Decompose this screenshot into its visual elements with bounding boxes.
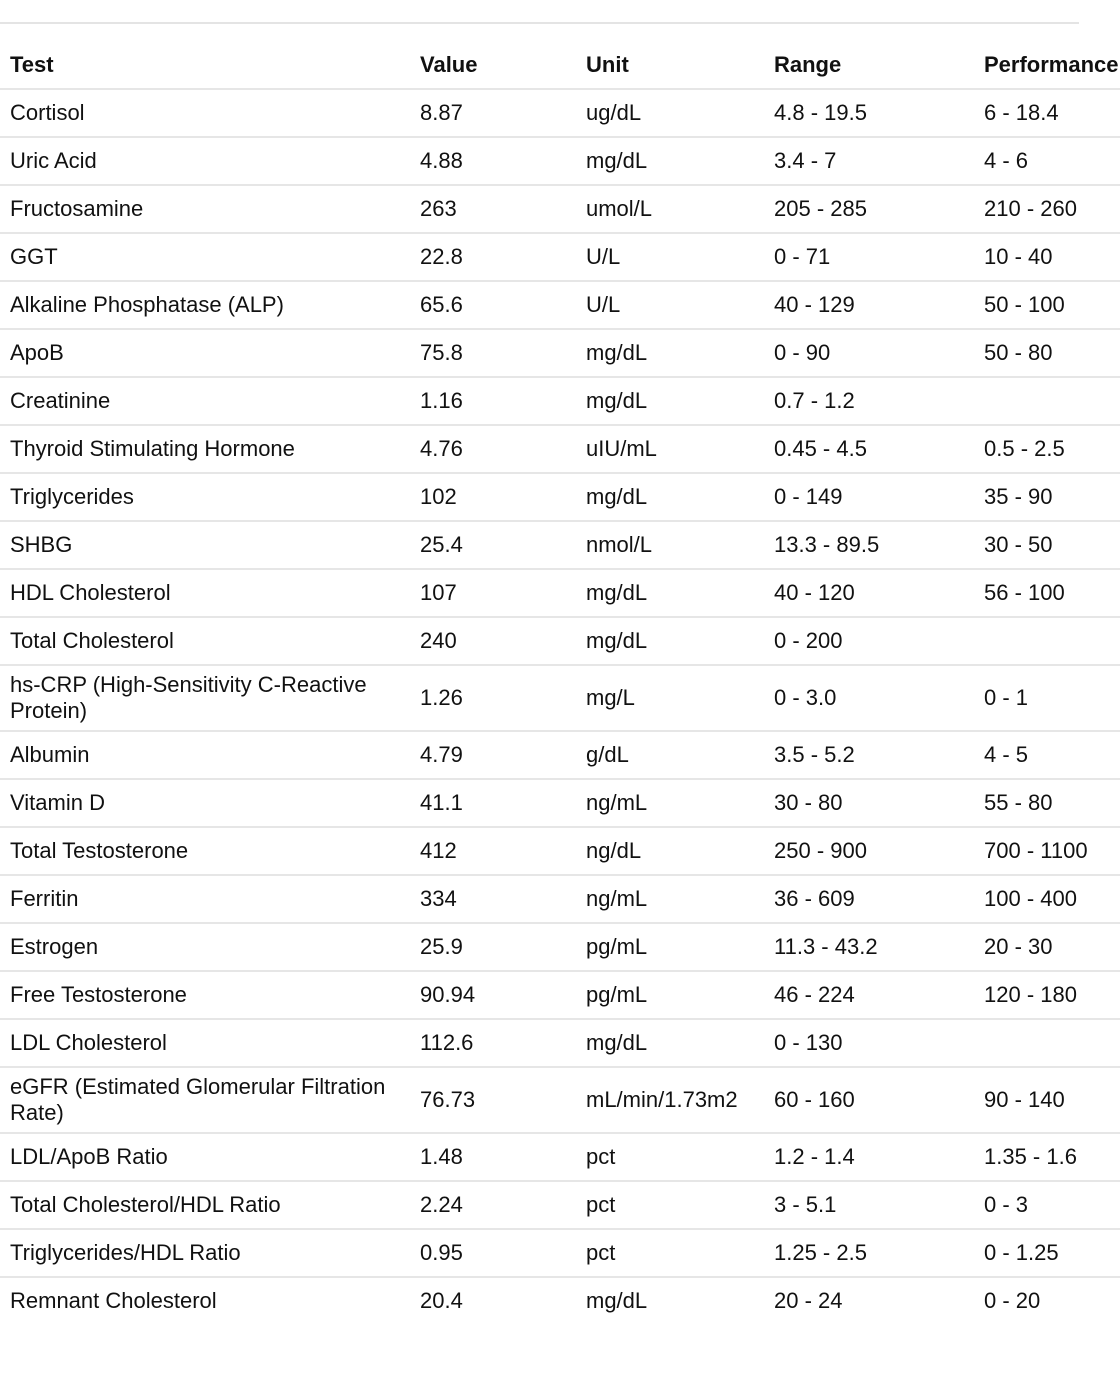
test-name-cell: Total Cholesterol/HDL Ratio <box>0 1181 410 1229</box>
table-row <box>0 425 1120 473</box>
performance-range-cell: 6 - 18.4 <box>974 89 1120 137</box>
value-cell: 334 <box>410 875 576 923</box>
performance-range-cell: 90 - 140 <box>974 1067 1120 1133</box>
test-name-cell: Estrogen <box>0 923 410 971</box>
unit-cell: pg/mL <box>576 971 764 1019</box>
top-divider <box>0 22 1079 24</box>
column-header-performance: Performance <box>974 42 1120 89</box>
range-cell: 250 - 900 <box>764 827 974 875</box>
table-row <box>0 281 1120 329</box>
test-name-cell: GGT <box>0 233 410 281</box>
performance-range-cell: 50 - 80 <box>974 329 1120 377</box>
unit-cell: mg/dL <box>586 1288 648 1313</box>
range-cell: 11.3 - 43.2 <box>764 923 974 971</box>
test-name-cell: Free Testosterone <box>0 971 410 1019</box>
value-cell: 2.24 <box>410 1181 576 1229</box>
range-cell: 36 - 609 <box>764 875 974 923</box>
unit-cell: pct <box>576 1229 764 1277</box>
performance-range-cell: 55 - 80 <box>974 779 1120 827</box>
unit-cell: pct <box>576 1133 764 1181</box>
test-name-cell: SHBG <box>0 521 410 569</box>
value-cell: 75.8 <box>410 329 576 377</box>
value-cell: 4.76 <box>410 425 576 473</box>
range-cell: 3.4 - 7 <box>764 137 974 185</box>
performance-range-cell: 0 - 20 <box>984 1288 1041 1313</box>
table-row <box>0 329 1120 377</box>
value-cell: 20.4 <box>420 1288 463 1313</box>
table-row <box>0 1067 1120 1133</box>
performance-range-cell: 100 - 400 <box>974 875 1120 923</box>
table-row <box>0 779 1120 827</box>
value-cell: 22.8 <box>410 233 576 281</box>
table-row <box>0 473 1120 521</box>
value-cell: 65.6 <box>410 281 576 329</box>
performance-range-cell: 56 - 100 <box>974 569 1120 617</box>
value-cell: 1.48 <box>410 1133 576 1181</box>
unit-cell: umol/L <box>576 185 764 233</box>
table-row <box>0 827 1120 875</box>
test-name-cell: Cortisol <box>0 89 410 137</box>
value-cell: 25.4 <box>410 521 576 569</box>
table-row <box>0 923 1120 971</box>
value-cell: 1.26 <box>410 665 576 731</box>
value-cell: 8.87 <box>410 89 576 137</box>
unit-cell: mg/dL <box>576 1019 764 1067</box>
table-row <box>0 89 1120 137</box>
range-cell: 1.25 - 2.5 <box>764 1229 974 1277</box>
value-cell: 240 <box>410 617 576 665</box>
unit-cell: mg/dL <box>576 569 764 617</box>
unit-cell: U/L <box>576 281 764 329</box>
test-name-cell: eGFR (Estimated Glomerular Filtration Rate) <box>0 1067 410 1133</box>
performance-range-cell <box>974 617 1120 665</box>
table-body <box>0 89 1120 1324</box>
unit-cell: mg/L <box>576 665 764 731</box>
range-cell: 205 - 285 <box>764 185 974 233</box>
test-name-cell: Total Testosterone <box>0 827 410 875</box>
value-cell: 1.16 <box>410 377 576 425</box>
test-name-cell: Albumin <box>0 731 410 779</box>
table-row <box>0 1019 1120 1067</box>
table-row <box>0 1277 1120 1324</box>
value-cell: 263 <box>410 185 576 233</box>
table-row <box>0 665 1120 731</box>
performance-range-cell: 30 - 50 <box>974 521 1120 569</box>
unit-cell: ng/dL <box>576 827 764 875</box>
performance-range-cell: 1.35 - 1.6 <box>974 1133 1120 1181</box>
test-name-cell: Fructosamine <box>0 185 410 233</box>
range-cell: 40 - 129 <box>764 281 974 329</box>
range-cell: 0 - 200 <box>764 617 974 665</box>
performance-range-cell: 20 - 30 <box>974 923 1120 971</box>
unit-cell: pg/mL <box>576 923 764 971</box>
unit-cell: U/L <box>576 233 764 281</box>
performance-range-cell: 0 - 1.25 <box>974 1229 1120 1277</box>
range-cell: 40 - 120 <box>764 569 974 617</box>
range-cell: 0 - 130 <box>764 1019 974 1067</box>
range-cell: 0.45 - 4.5 <box>764 425 974 473</box>
performance-range-cell: 4 - 5 <box>974 731 1120 779</box>
range-cell: 30 - 80 <box>764 779 974 827</box>
table-row <box>0 1181 1120 1229</box>
range-cell: 4.8 - 19.5 <box>764 89 974 137</box>
test-name-cell: Thyroid Stimulating Hormone <box>0 425 410 473</box>
table-row <box>0 971 1120 1019</box>
table-row <box>0 569 1120 617</box>
range-cell: 3.5 - 5.2 <box>764 731 974 779</box>
lab-results-table <box>0 42 1120 1324</box>
test-name-cell: LDL/ApoB Ratio <box>0 1133 410 1181</box>
test-name-cell: Triglycerides <box>0 473 410 521</box>
table-row <box>0 617 1120 665</box>
range-cell: 13.3 - 89.5 <box>764 521 974 569</box>
column-header-test: Test <box>0 42 410 89</box>
range-cell: 1.2 - 1.4 <box>764 1133 974 1181</box>
value-cell: 112.6 <box>410 1019 576 1067</box>
unit-cell: mg/dL <box>576 473 764 521</box>
table-row <box>0 521 1120 569</box>
range-cell: 0 - 3.0 <box>764 665 974 731</box>
range-cell: 0 - 71 <box>764 233 974 281</box>
unit-cell: ng/mL <box>576 875 764 923</box>
range-cell: 0 - 90 <box>764 329 974 377</box>
test-name-cell: Uric Acid <box>0 137 410 185</box>
value-cell: 0.95 <box>410 1229 576 1277</box>
column-header-unit: Unit <box>576 42 764 89</box>
unit-cell: mg/dL <box>576 377 764 425</box>
value-cell: 4.79 <box>410 731 576 779</box>
test-name-cell: ApoB <box>0 329 410 377</box>
value-cell: 41.1 <box>410 779 576 827</box>
unit-cell: g/dL <box>576 731 764 779</box>
performance-range-cell <box>974 377 1120 425</box>
column-header-value: Value <box>410 42 576 89</box>
range-cell: 0 - 149 <box>764 473 974 521</box>
test-name-cell: Vitamin D <box>0 779 410 827</box>
table-row <box>0 731 1120 779</box>
value-cell: 107 <box>410 569 576 617</box>
header-row <box>0 42 1120 89</box>
value-cell: 90.94 <box>410 971 576 1019</box>
lab-results-table-container <box>0 42 1119 1324</box>
range-cell: 60 - 160 <box>764 1067 974 1133</box>
test-name-cell: Triglycerides/HDL Ratio <box>0 1229 410 1277</box>
column-header-range: Range <box>764 42 974 89</box>
performance-range-cell: 210 - 260 <box>974 185 1120 233</box>
performance-range-cell: 4 - 6 <box>974 137 1120 185</box>
performance-range-cell: 0 - 3 <box>974 1181 1120 1229</box>
range-cell: 0.7 - 1.2 <box>764 377 974 425</box>
test-name-cell: hs-CRP (High-Sensitivity C-Reactive Protein) <box>0 665 410 731</box>
table-row <box>0 377 1120 425</box>
test-name-cell: Total Cholesterol <box>0 617 410 665</box>
performance-range-cell <box>974 1019 1120 1067</box>
performance-range-cell: 0 - 1 <box>974 665 1120 731</box>
performance-range-cell: 35 - 90 <box>974 473 1120 521</box>
value-cell: 25.9 <box>410 923 576 971</box>
range-cell: 20 - 24 <box>774 1288 843 1313</box>
range-cell: 46 - 224 <box>764 971 974 1019</box>
test-name-cell: LDL Cholesterol <box>0 1019 410 1067</box>
test-name-cell: HDL Cholesterol <box>0 569 410 617</box>
value-cell: 76.73 <box>410 1067 576 1133</box>
table-row <box>0 185 1120 233</box>
value-cell: 4.88 <box>410 137 576 185</box>
performance-range-cell: 50 - 100 <box>974 281 1120 329</box>
value-cell: 102 <box>410 473 576 521</box>
value-cell: 412 <box>410 827 576 875</box>
performance-range-cell: 700 - 1100 <box>974 827 1120 875</box>
performance-range-cell: 120 - 180 <box>974 971 1120 1019</box>
unit-cell: mg/dL <box>576 329 764 377</box>
unit-cell: pct <box>576 1181 764 1229</box>
test-name-cell: Remnant Cholesterol <box>10 1288 217 1313</box>
test-name-cell: Alkaline Phosphatase (ALP) <box>0 281 410 329</box>
unit-cell: mg/dL <box>576 137 764 185</box>
table-row <box>0 1229 1120 1277</box>
performance-range-cell: 10 - 40 <box>974 233 1120 281</box>
table-row <box>0 233 1120 281</box>
table-row <box>0 1133 1120 1181</box>
test-name-cell: Ferritin <box>0 875 410 923</box>
test-name-cell: Creatinine <box>0 377 410 425</box>
performance-range-cell: 0.5 - 2.5 <box>974 425 1120 473</box>
unit-cell: mL/min/1.73m2 <box>576 1067 764 1133</box>
table-row <box>0 137 1120 185</box>
table-header <box>0 42 1120 89</box>
unit-cell: mg/dL <box>576 617 764 665</box>
table-row <box>0 875 1120 923</box>
unit-cell: ug/dL <box>576 89 764 137</box>
unit-cell: uIU/mL <box>576 425 764 473</box>
unit-cell: ng/mL <box>576 779 764 827</box>
range-cell: 3 - 5.1 <box>764 1181 974 1229</box>
unit-cell: nmol/L <box>576 521 764 569</box>
